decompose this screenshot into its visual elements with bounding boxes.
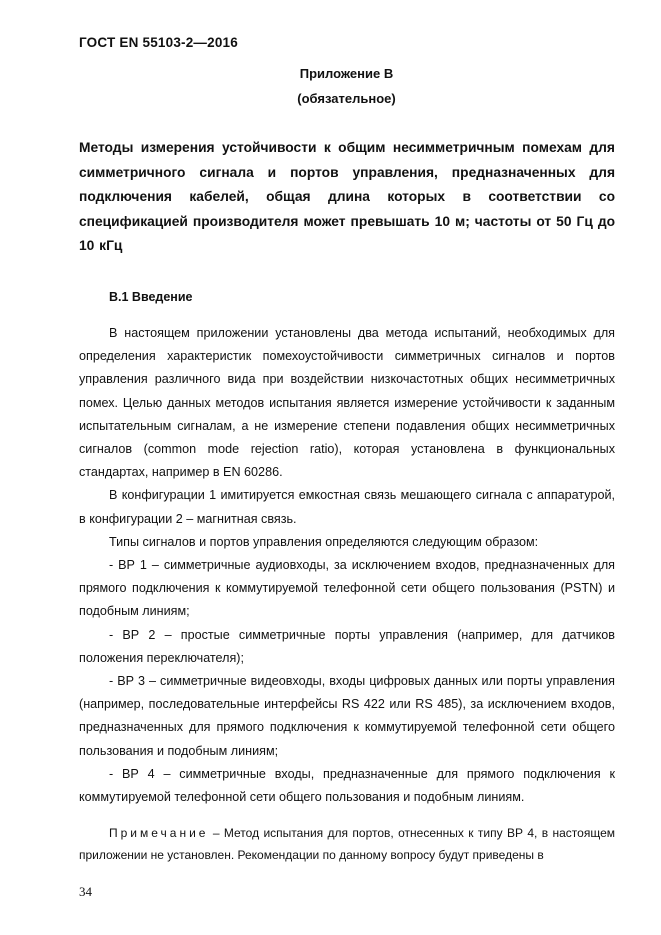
- body-text: [79, 322, 615, 809]
- list-item-bp1: - ВР 1 – симметричные аудиовходы, за исключением входов, предназначенных для прямого подключения к коммутируемой телефонной сети общего пользования (PSTN) и подобным линиям;: [79, 558, 615, 619]
- appendix-title: Приложение В: [299, 66, 394, 81]
- note-label: Примечание: [109, 826, 209, 840]
- main-title: Методы измерения устойчивости к общим несимметричным помехам для симметричного сигнала и портов управления, предназначенных для подключения кабелей, общая длина которых в соответствии со спецификацией производителя может превышать 10 м; частоты от 50 Гц до 10 кГц: [79, 140, 615, 254]
- list-item-bp3: - ВР 3 – симметричные видеовходы, входы цифровых данных или порты управления (например, последовательные интерфейсы RS 422 или RS 485), за исключением входов, предназначенных для прямого подключения к коммутируемой телефонной сети общего пользования и подобным линиям;: [79, 674, 615, 758]
- page-number: 34: [79, 884, 92, 899]
- note: [79, 823, 615, 866]
- list-item-bp4: - ВР 4 – симметричные входы, предназначенные для прямого подключения к коммутируемой телефонной сети общего пользования и подобным линиям.: [79, 766, 615, 805]
- paragraph-types-intro: Типы сигналов и портов управления определяются следующим образом:: [109, 534, 539, 549]
- list-item-bp2: - ВР 2 – простые симметричные порты управления (например, для датчиков положения переключателя);: [79, 627, 615, 665]
- note-text: – Метод испытания для портов, отнесенных к типу ВР 4, в настоящем приложении не установлен. Рекомендации по данному вопросу будут приведены в: [79, 826, 615, 862]
- standard-code: ГОСТ EN 55103-2—2016: [79, 35, 238, 50]
- section-heading: В.1 Введение: [109, 290, 193, 304]
- paragraph-intro: В настоящем приложении установлены два метода испытаний, необходимых для определения характеристик помехоустойчивости симметричных сигналов и портов управления различного вида при воздействии низкочастотных общих несимметричных помех. Целью данных методов испытания является измерение устойчивости к заданным испытательным сигналам, а не измерение степени подавления общих несимметричных сигналов (common mode rejection ratio), которая установлена в функциональных стандартах, например в EN 60286.: [79, 326, 615, 480]
- paragraph-configurations: В конфигурации 1 имитируется емкостная связь мешающего сигнала с аппаратурой, в конфигурации 2 – магнитная связь.: [79, 488, 615, 526]
- appendix-status: (обязательное): [297, 91, 396, 106]
